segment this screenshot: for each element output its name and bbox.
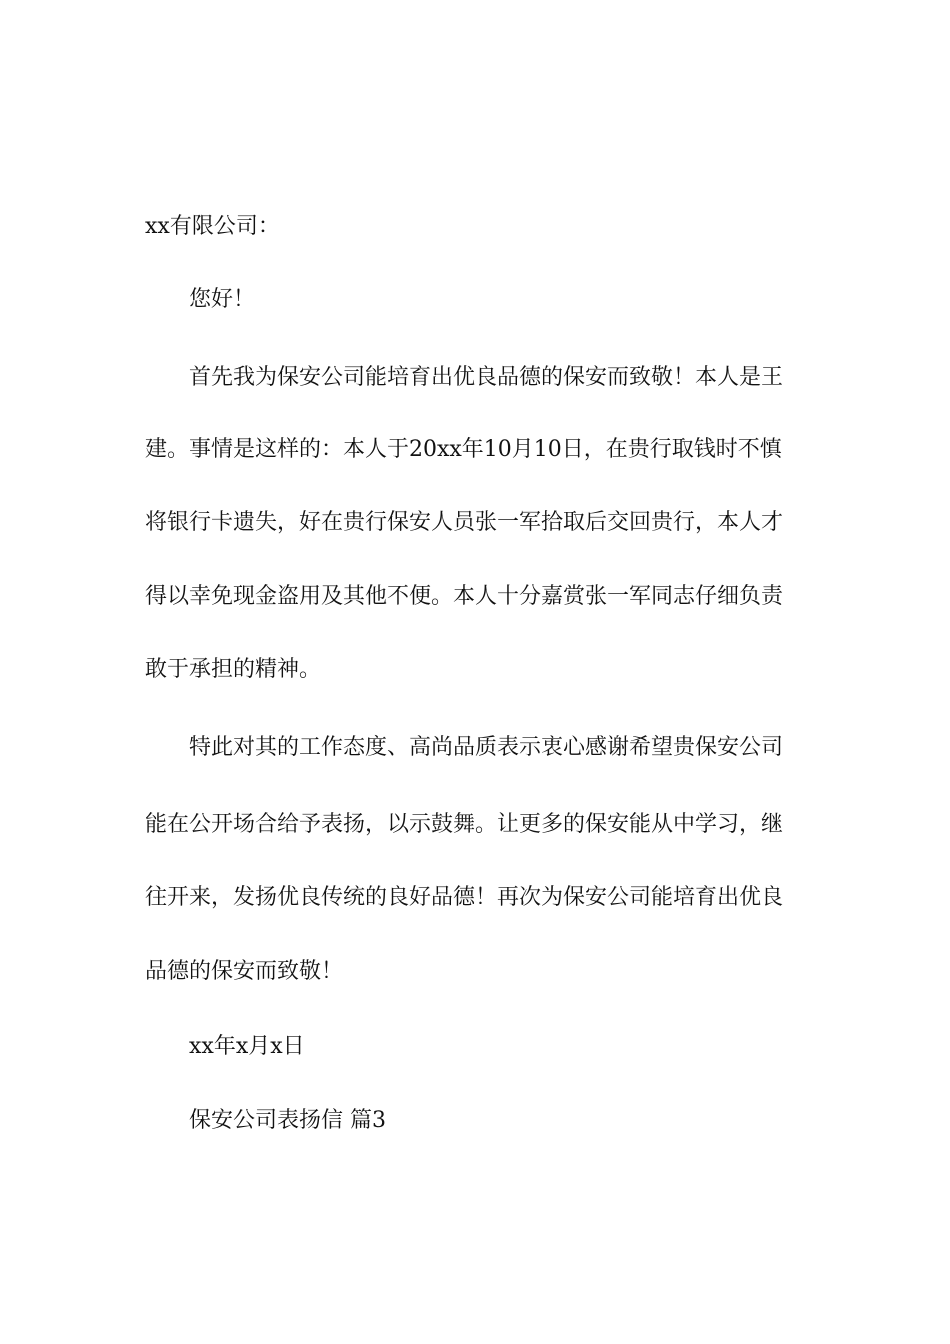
paragraph-1-line-2: 建。事情是这样的：本人于20xx年10月10日，在贵行取钱时不慎 (145, 437, 782, 462)
salutation: xx有限公司： (145, 214, 280, 239)
paragraph-1-line-1: 首先我为保安公司能培育出优良品德的保安而致敬！本人是王 (189, 365, 784, 390)
paragraph-2-line-2: 能在公开场合给予表扬，以示鼓舞。让更多的保安能从中学习，继 (145, 812, 784, 837)
greeting: 您好！ (189, 287, 256, 312)
paragraph-2-line-1: 特此对其的工作态度、高尚品质表示衷心感谢希望贵保安公司 (189, 735, 784, 760)
next-section-heading: 保安公司表扬信 篇3 (189, 1108, 386, 1133)
letter-date: xx年x月x日 (189, 1034, 305, 1059)
paragraph-1-line-4: 得以幸免现金盗用及其他不便。本人十分嘉赏张一军同志仔细负责 (145, 584, 784, 609)
paragraph-2-line-4: 品德的保安而致敬！ (145, 959, 344, 984)
paragraph-1-line-5: 敢于承担的精神。 (145, 657, 322, 682)
paragraph-2-line-3: 往开来，发扬优良传统的良好品德！再次为保安公司能培育出优良 (145, 885, 784, 910)
paragraph-1-line-3: 将银行卡遗失，好在贵行保安人员张一军拾取后交回贵行，本人才 (145, 510, 784, 535)
